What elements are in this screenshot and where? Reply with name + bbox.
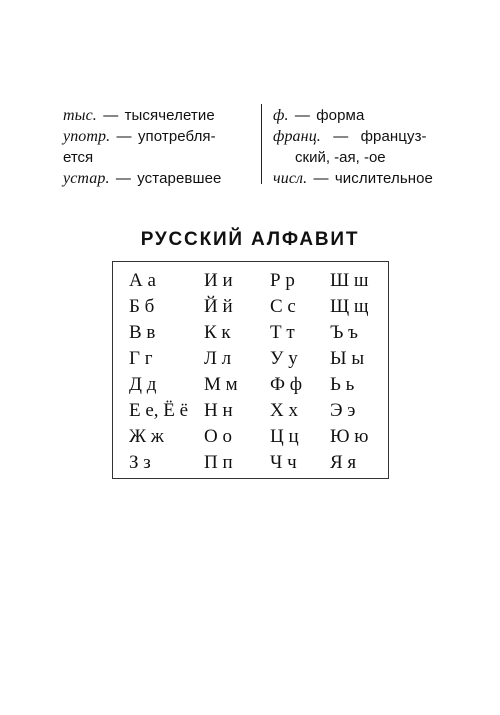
- dash: —: [103, 107, 119, 124]
- letter-pair: Й й: [204, 296, 233, 317]
- dash: —: [313, 170, 329, 187]
- abbreviation-entry: [63, 107, 215, 125]
- abbreviation-term: ф.: [273, 107, 289, 124]
- section-title: РУССКИЙ АЛФАВИТ: [140, 229, 360, 250]
- abbreviation-meaning: числительное: [334, 170, 433, 187]
- letter-pair: Т т: [270, 322, 295, 343]
- abbreviation-meaning: француз-: [360, 128, 427, 145]
- abbreviation-entry: [63, 170, 221, 188]
- letter-pair: Е е, Ё ё: [129, 400, 189, 421]
- letter-pair: Ф ф: [270, 374, 303, 395]
- letter-pair: О о: [204, 426, 232, 447]
- column-divider: [261, 104, 262, 184]
- abbreviations-section: [0, 0, 500, 200]
- abbreviation-term: устар.: [63, 170, 110, 187]
- letter-pair: Б б: [129, 296, 155, 317]
- abbreviation-term: числ.: [273, 170, 308, 187]
- letter-pair: Ц ц: [270, 426, 299, 447]
- letter-pair: Э э: [330, 400, 356, 421]
- letter-pair: У у: [270, 348, 298, 369]
- letter-pair: Ы ы: [330, 348, 365, 369]
- letter-pair: З з: [129, 452, 151, 473]
- letter-pair: П п: [204, 452, 233, 473]
- letter-pair: Ь ь: [330, 374, 355, 395]
- abbreviation-entry: [273, 128, 427, 146]
- abbreviation-continuation: ский, -ая, -ое: [295, 149, 386, 166]
- letter-pair: Д д: [129, 374, 157, 395]
- dash: —: [294, 107, 310, 124]
- letter-pair: В в: [129, 322, 156, 343]
- letter-pair: Ч ч: [270, 452, 297, 473]
- abbreviation-meaning: устаревшее: [137, 170, 222, 187]
- alphabet-table: [112, 261, 389, 479]
- letter-pair: Ш ш: [330, 270, 369, 291]
- abbreviation-entry: [273, 170, 433, 188]
- letter-pair: С с: [270, 296, 296, 317]
- abbreviation-term: франц.: [273, 128, 321, 145]
- letter-pair: И и: [204, 270, 233, 291]
- letter-pair: Ъ ъ: [330, 322, 358, 343]
- letter-pair: Р р: [270, 270, 295, 291]
- letter-pair: Г г: [129, 348, 153, 369]
- abbreviation-term: употр.: [63, 128, 111, 145]
- letter-pair: Ж ж: [129, 426, 164, 447]
- abbreviation-meaning: тысячелетие: [124, 107, 215, 124]
- dash: —: [116, 128, 132, 145]
- letter-pair: Л л: [204, 348, 232, 369]
- letter-pair: Ю ю: [330, 426, 369, 447]
- abbreviation-meaning: употребля-: [137, 128, 216, 145]
- letter-pair: Н н: [204, 400, 233, 421]
- dash: —: [333, 128, 349, 145]
- dash: —: [115, 170, 131, 187]
- letter-pair: Я я: [330, 452, 357, 473]
- abbreviation-entry: [63, 128, 216, 146]
- abbreviation-continuation: ется: [63, 149, 94, 166]
- letter-pair: Х х: [270, 400, 298, 421]
- abbreviation-meaning: форма: [316, 107, 365, 124]
- letter-pair: К к: [204, 322, 231, 343]
- abbreviation-term: тыс.: [63, 107, 97, 124]
- letter-pair: А а: [129, 270, 156, 291]
- abbreviation-entry: [273, 107, 364, 125]
- letter-pair: Щ щ: [330, 296, 369, 317]
- letter-pair: М м: [204, 374, 238, 395]
